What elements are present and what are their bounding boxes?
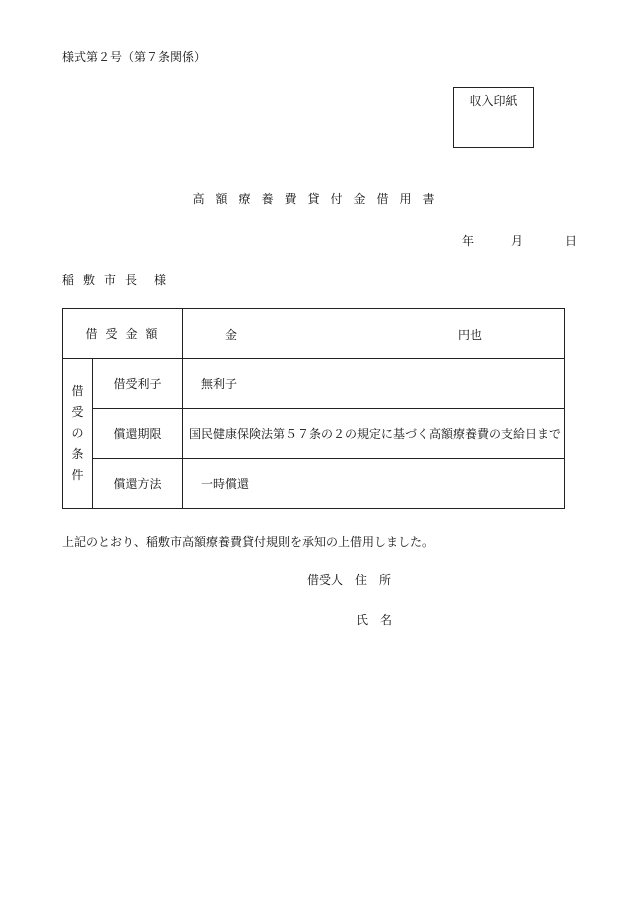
conditions-label xyxy=(63,359,93,509)
table-row xyxy=(63,459,565,509)
addressee-honorific: 様 xyxy=(154,273,176,287)
condition-value-deadline: 国民健康保険法第５７条の２の規定に基づく高額療養費の支給日まで xyxy=(183,409,565,459)
addressee-name: 稲敷市長 xyxy=(62,273,147,287)
condition-label-interest: 借受利子 xyxy=(93,359,183,409)
table-row-amount xyxy=(63,309,565,359)
condition-value-method: 一時償還 xyxy=(183,459,565,509)
address-label: 住 所 xyxy=(355,573,392,587)
borrower-name-label: 氏 名 xyxy=(356,613,393,627)
condition-value-interest: 無利子 xyxy=(183,359,565,409)
borrower-label: 借受人 xyxy=(307,573,344,587)
date-line xyxy=(462,232,577,249)
date-day-label: 日 xyxy=(565,234,578,248)
condition-label-method: 償還方法 xyxy=(93,459,183,509)
revenue-stamp-box xyxy=(453,87,534,148)
table-row xyxy=(63,359,565,409)
amount-label: 借受金額 xyxy=(63,309,183,359)
conditions-label-text: 借受の条件 xyxy=(71,384,84,482)
form-number: 様式第２号（第７条関係） xyxy=(62,50,207,64)
borrower-address-line xyxy=(307,571,391,588)
revenue-stamp-label: 収入印紙 xyxy=(469,94,518,108)
amount-value-cell xyxy=(183,309,565,359)
date-year-label: 年 xyxy=(462,234,475,248)
condition-label-deadline: 償還期限 xyxy=(93,409,183,459)
date-month-label: 月 xyxy=(511,234,524,248)
amount-suffix: 円也 xyxy=(458,328,483,342)
agreement-statement: 上記のとおり、稲敷市高額療養費貸付規則を承知の上借用しました。 xyxy=(62,535,435,549)
amount-prefix: 金 xyxy=(225,328,238,342)
loan-table xyxy=(62,308,565,509)
addressee xyxy=(62,271,175,288)
table-row xyxy=(63,409,565,459)
document-title: 高額療養費貸付金借用書 xyxy=(192,192,446,206)
